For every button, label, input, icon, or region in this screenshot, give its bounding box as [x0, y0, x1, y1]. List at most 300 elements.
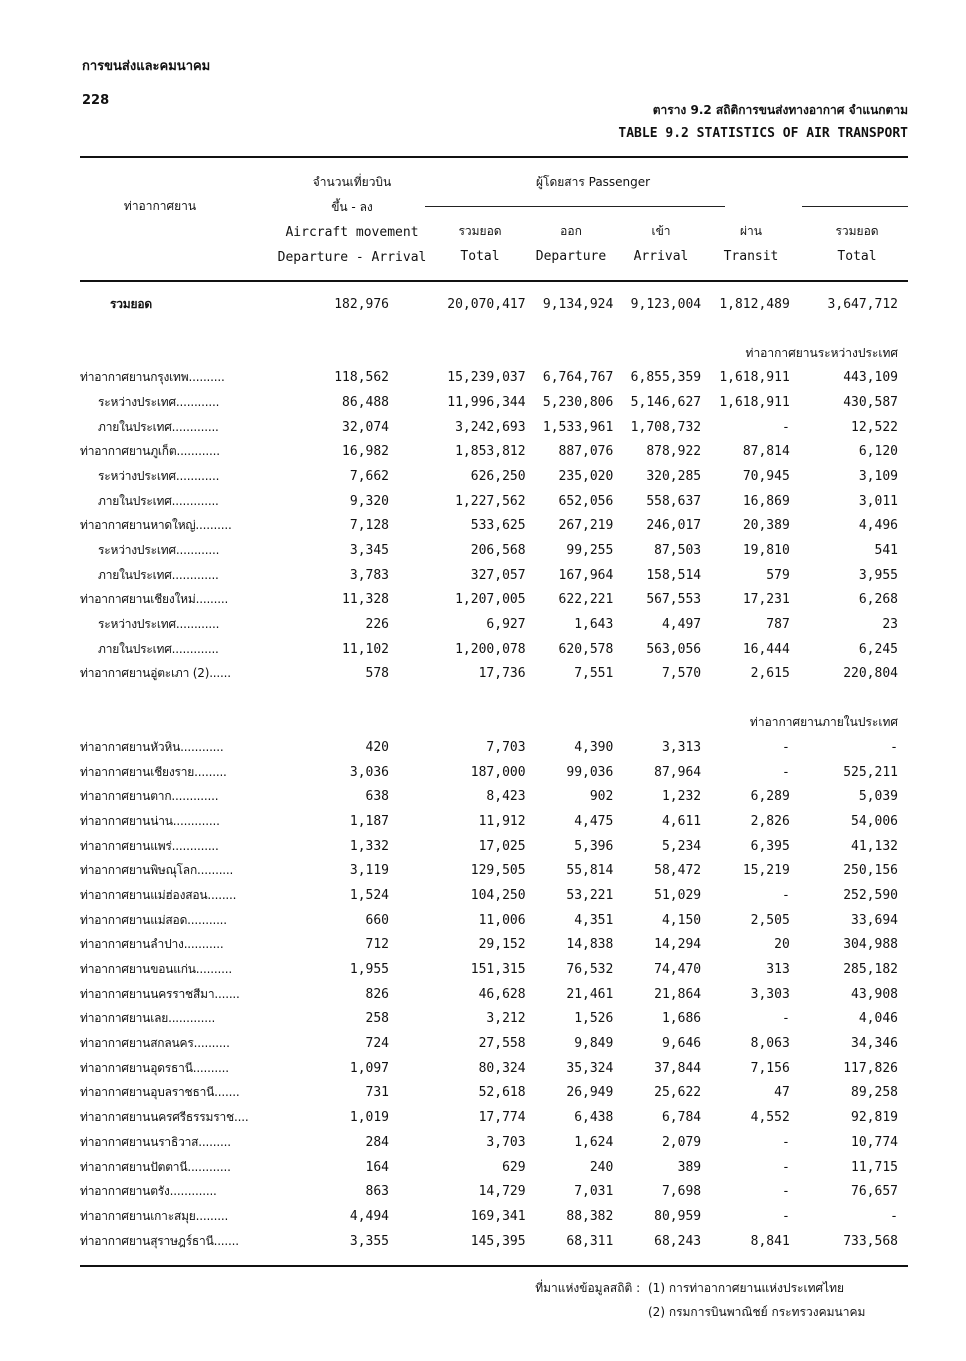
cell-departure: 4,475	[574, 813, 614, 829]
cell-total: 11,996,344	[447, 394, 526, 410]
cell-transit: 313	[766, 962, 790, 978]
cell-arrival: 51,029	[654, 887, 702, 903]
section-domestic: ท่าอากาศยานภายในประเทศ	[749, 715, 898, 730]
table-row	[80, 563, 908, 588]
cell-departure: 240	[589, 1159, 614, 1175]
row-label: ท่าอากาศยานลำปาง...........	[80, 937, 224, 952]
cell-total: 15,239,037	[447, 370, 526, 386]
cell-departure: 6,764,767	[542, 370, 614, 386]
cell-departure: 99,036	[566, 764, 614, 780]
cell-arrival: 37,844	[654, 1060, 702, 1076]
table-row	[80, 1105, 908, 1130]
passenger-subrule	[425, 206, 725, 207]
cell-total: 17,774	[478, 1110, 526, 1126]
cell-transit: 3,303	[750, 986, 790, 1002]
cell-transit: 4,552	[750, 1110, 790, 1126]
cell-movement: 284	[365, 1134, 390, 1150]
cell-transit: 1,618,911	[719, 370, 790, 386]
cell-departure: 14,838	[566, 937, 614, 953]
cell-movement: 16,982	[342, 444, 390, 460]
row-label: ท่าอากาศยานสุราษฎร์ธานี.......	[80, 1233, 239, 1248]
cell-arrival: 320,285	[646, 468, 702, 484]
cell-movement: 118,562	[334, 370, 390, 386]
table-row	[80, 933, 908, 958]
cell-total: 104,250	[470, 887, 526, 903]
row-label: ท่าอากาศยานหาดใหญ่..........	[80, 518, 232, 533]
cell-arrival: 80,959	[654, 1208, 702, 1224]
cell-departure: 902	[589, 789, 614, 805]
cell-movement: 1,097	[349, 1060, 390, 1076]
page-number: 228	[82, 93, 110, 108]
cell-transit: 8,841	[750, 1233, 790, 1249]
cell-total: 206,568	[470, 543, 526, 559]
table-row	[80, 908, 908, 933]
cell-departure: 9,134,924	[542, 296, 614, 312]
cell-departure: 620,578	[558, 641, 614, 657]
table-row	[80, 390, 908, 415]
cell-last-total: 5,039	[858, 789, 898, 805]
cell-last-total: 3,955	[858, 567, 898, 583]
cell-arrival: 4,497	[661, 617, 702, 633]
cell-departure: 235,020	[558, 468, 614, 484]
section-international: ท่าอากาศยานระหว่างประเทศ	[745, 345, 898, 360]
cell-movement: 7,662	[349, 468, 390, 484]
col-header-last-total: รวมยอด Total	[835, 224, 879, 264]
cell-total: 29,152	[478, 937, 526, 953]
cell-arrival: 4,611	[661, 813, 702, 829]
cell-transit: -	[781, 1134, 790, 1150]
cell-movement: 3,036	[349, 764, 390, 780]
cell-transit: 579	[766, 567, 790, 583]
table-row	[80, 662, 908, 687]
cell-total: 80,324	[478, 1060, 526, 1076]
cell-last-total: 92,819	[851, 1110, 898, 1126]
cell-total: 187,000	[470, 764, 526, 780]
cell-arrival: 5,146,627	[630, 394, 702, 410]
cell-transit: 1,812,489	[719, 296, 790, 312]
cell-arrival: 878,922	[646, 444, 702, 460]
source-1: (1) การท่าอากาศยานแห่งประเทศไทย	[648, 1281, 845, 1295]
cell-arrival: 9,123,004	[630, 296, 702, 312]
cell-last-total: 541	[874, 543, 898, 559]
cell-departure: 55,814	[566, 863, 614, 879]
cell-last-total: 252,590	[843, 887, 898, 903]
cell-total: 1,227,562	[455, 493, 526, 509]
cell-total: 3,242,693	[455, 419, 526, 435]
cell-last-total: 76,657	[851, 1184, 898, 1200]
cell-departure: 7,551	[574, 666, 614, 682]
table-row	[80, 1204, 908, 1229]
cell-arrival: 567,553	[646, 592, 702, 608]
cell-departure: 167,964	[558, 567, 614, 583]
row-label: ท่าอากาศยานอุดรธานี..........	[80, 1060, 229, 1075]
cell-total: 17,736	[478, 666, 526, 682]
cell-total: 533,625	[470, 518, 526, 534]
cell-transit: 20	[774, 937, 790, 953]
cell-transit: 16,444	[742, 641, 790, 657]
row-label: ท่าอากาศยานแม่สอด...........	[80, 912, 227, 927]
cell-total: 169,341	[470, 1208, 526, 1224]
cell-departure: 76,532	[566, 962, 614, 978]
table-row	[80, 1179, 908, 1204]
cell-last-total: 6,245	[858, 641, 898, 657]
cell-departure: 68,311	[566, 1233, 614, 1249]
cell-last-total: 304,988	[843, 937, 898, 953]
cell-movement: 724	[365, 1036, 390, 1052]
cell-last-total: 10,774	[851, 1134, 898, 1150]
table-row	[80, 1155, 908, 1180]
table-row	[80, 1031, 908, 1056]
cell-movement: 1,332	[349, 838, 390, 854]
table-row	[80, 439, 908, 464]
spacer	[80, 686, 908, 710]
table-row	[80, 365, 908, 390]
cell-total: 20,070,417	[447, 296, 526, 312]
cell-transit: 2,826	[750, 813, 790, 829]
row-label: ภายในประเทศ.............	[98, 419, 219, 434]
cell-total: 129,505	[470, 863, 526, 879]
row-label: ท่าอากาศยานเชียงราย.........	[80, 764, 227, 779]
cell-movement: 7,128	[349, 518, 390, 534]
table-row	[80, 809, 908, 834]
cell-arrival: 2,079	[661, 1134, 702, 1150]
table-row	[80, 1007, 908, 1032]
cell-transit: 47	[774, 1085, 790, 1101]
table-row	[80, 858, 908, 883]
row-label: ท่าอากาศยานขอนแก่น..........	[80, 962, 232, 977]
source-2: (2) กรมการบินพาณิชย์ กระทรวงคมนาคม	[648, 1305, 866, 1319]
cell-last-total: 54,006	[851, 813, 898, 829]
cell-last-total: 285,182	[843, 962, 898, 978]
cell-last-total: -	[890, 1208, 898, 1224]
cell-transit: 16,869	[742, 493, 790, 509]
cell-total: 327,057	[470, 567, 526, 583]
table-row	[80, 514, 908, 539]
table-row	[80, 612, 908, 637]
table-row	[80, 588, 908, 613]
cell-arrival: 563,056	[646, 641, 702, 657]
cell-arrival: 389	[677, 1159, 702, 1175]
cell-departure: 1,526	[574, 1011, 614, 1027]
table-row	[80, 538, 908, 563]
row-label: ท่าอากาศยานตาก.............	[80, 789, 219, 804]
cell-last-total: 443,109	[843, 370, 898, 386]
cell-departure: 622,221	[558, 592, 614, 608]
cell-arrival: 68,243	[654, 1233, 702, 1249]
cell-movement: 3,119	[349, 863, 390, 879]
cell-departure: 9,849	[574, 1036, 614, 1052]
cell-arrival: 87,503	[654, 543, 702, 559]
cell-last-total: 4,496	[858, 518, 898, 534]
cell-arrival: 74,470	[654, 962, 702, 978]
cell-arrival: 1,686	[661, 1011, 702, 1027]
row-label: ท่าอากาศยานเกาะสมุย.........	[80, 1208, 229, 1223]
cell-movement: 4,494	[349, 1208, 390, 1224]
row-label: ท่าอากาศยานปัตตานี............	[80, 1159, 231, 1174]
cell-total: 7,703	[486, 739, 526, 755]
cell-arrival: 1,232	[661, 789, 702, 805]
cell-transit: 17,231	[742, 592, 790, 608]
col-header-movement: จำนวนเที่ยวบิน ขึ้น - ลง Aircraft movement Departure - Arrival	[277, 175, 427, 265]
cell-last-total: 733,568	[843, 1233, 898, 1249]
cell-last-total: 3,011	[858, 493, 898, 509]
cell-departure: 6,438	[574, 1110, 614, 1126]
cell-transit: 20,389	[742, 518, 790, 534]
row-label: ท่าอากาศยานนครราชสีมา.......	[80, 986, 240, 1001]
cell-arrival: 246,017	[646, 518, 702, 534]
cell-movement: 1,524	[349, 887, 390, 903]
cell-movement: 1,955	[349, 962, 390, 978]
cell-movement: 731	[365, 1085, 390, 1101]
cell-total: 1,200,078	[455, 641, 526, 657]
table-row	[80, 982, 908, 1007]
cell-total: 52,618	[478, 1085, 526, 1101]
cell-transit: 7,156	[750, 1060, 790, 1076]
table-row	[80, 464, 908, 489]
cell-movement: 32,074	[342, 419, 390, 435]
cell-last-total: 89,258	[851, 1085, 898, 1101]
row-label: ท่าอากาศยานนราธิวาส.........	[80, 1134, 231, 1149]
cell-arrival: 87,964	[654, 764, 702, 780]
cell-arrival: 6,784	[661, 1110, 702, 1126]
cell-last-total: 220,804	[843, 666, 898, 682]
cell-departure: 88,382	[566, 1208, 614, 1224]
table-title	[618, 98, 908, 146]
cell-movement: 638	[365, 789, 390, 805]
cell-departure: 1,643	[574, 617, 614, 633]
cell-transit: -	[781, 1184, 790, 1200]
cell-total: 27,558	[478, 1036, 526, 1052]
row-label: ท่าอากาศยานเลย.............	[80, 1011, 216, 1026]
cell-movement: 3,783	[349, 567, 390, 583]
cell-transit: 787	[766, 617, 790, 633]
cell-movement: 9,320	[349, 493, 390, 509]
cell-departure: 5,230,806	[542, 394, 614, 410]
page-header	[82, 50, 210, 118]
cell-total: 1,207,005	[455, 592, 526, 608]
table-row	[80, 760, 908, 785]
cell-departure: 4,390	[574, 739, 614, 755]
cell-arrival: 558,637	[646, 493, 702, 509]
table-body	[80, 292, 908, 1253]
cell-movement: 420	[365, 739, 390, 755]
row-label: ระหว่างประเทศ............	[98, 394, 220, 409]
cell-total: 17,025	[478, 838, 526, 854]
cell-last-total: 3,647,712	[827, 296, 898, 312]
cell-last-total: 23	[882, 617, 898, 633]
cell-transit: 2,615	[750, 666, 790, 682]
spacer	[80, 317, 908, 341]
row-label: ภายในประเทศ.............	[98, 567, 219, 582]
cell-transit: 70,945	[742, 468, 790, 484]
col-header-airport: ท่าอากาศยาน	[123, 199, 197, 213]
header-top-rule	[80, 156, 908, 158]
cell-last-total: 430,587	[843, 394, 898, 410]
cell-last-total: 33,694	[851, 912, 898, 928]
cell-departure: 267,219	[558, 518, 614, 534]
cell-total: 3,212	[486, 1011, 526, 1027]
row-label: ระหว่างประเทศ............	[98, 543, 220, 558]
cell-transit: -	[781, 1208, 790, 1224]
cell-total: 11,912	[478, 813, 526, 829]
row-label: ท่าอากาศยานภูเก็ต............	[80, 444, 220, 459]
cell-departure: 1,533,961	[542, 419, 614, 435]
cell-last-total: 12,522	[851, 419, 898, 435]
cell-total: 8,423	[486, 789, 526, 805]
cell-departure: 21,461	[566, 986, 614, 1002]
table-row	[80, 637, 908, 662]
cell-transit: 15,219	[742, 863, 790, 879]
col-header-passenger-group: ผู้โดยสาร Passenger	[536, 175, 651, 189]
row-label: ท่าอากาศยานอู่ตะเภา (2)......	[80, 666, 231, 681]
cell-movement: 3,345	[349, 543, 390, 559]
row-label: ระหว่างประเทศ............	[98, 617, 220, 632]
row-label: ท่าอากาศยานน่าน.............	[80, 813, 220, 828]
cell-movement: 226	[365, 617, 390, 633]
table-row	[80, 957, 908, 982]
table-row	[80, 1229, 908, 1254]
cell-arrival: 4,150	[661, 912, 702, 928]
table-row	[80, 735, 908, 760]
cell-movement: 1,019	[349, 1110, 390, 1126]
total-subrule	[802, 206, 908, 207]
table-bottom-rule	[80, 1265, 908, 1267]
cell-movement: 3,355	[349, 1233, 390, 1249]
table-row	[80, 1056, 908, 1081]
cell-total: 11,006	[478, 912, 526, 928]
cell-total: 6,927	[486, 617, 526, 633]
cell-movement: 258	[365, 1011, 390, 1027]
cell-departure: 7,031	[574, 1184, 614, 1200]
cell-transit: 1,618,911	[719, 394, 790, 410]
cell-arrival: 7,698	[661, 1184, 702, 1200]
row-label: ท่าอากาศยานนครศรีธรรมราช....	[80, 1110, 249, 1125]
cell-transit: -	[781, 739, 790, 755]
cell-last-total: 117,826	[843, 1060, 898, 1076]
cell-arrival: 1,708,732	[630, 419, 702, 435]
cell-movement: 826	[365, 986, 390, 1002]
cell-departure: 1,624	[574, 1134, 614, 1150]
cell-transit: 19,810	[742, 543, 790, 559]
table-row	[80, 415, 908, 440]
cell-departure: 99,255	[566, 543, 614, 559]
cell-total: 145,395	[470, 1233, 526, 1249]
row-label: ภายในประเทศ.............	[98, 493, 219, 508]
table-row	[80, 834, 908, 859]
cell-transit: -	[781, 1011, 790, 1027]
cell-total: 1,853,812	[455, 444, 526, 460]
table-row	[80, 489, 908, 514]
cell-departure: 4,351	[574, 912, 614, 928]
source-label: ที่มาแห่งข้อมูลสถิติ :	[535, 1281, 641, 1295]
cell-last-total: 4,046	[858, 1011, 898, 1027]
cell-last-total: 250,156	[843, 863, 898, 879]
row-label: ท่าอากาศยานสกลนคร..........	[80, 1036, 230, 1051]
chapter-title: การขนส่งและคมนาคม	[82, 59, 211, 74]
total-row	[80, 292, 908, 317]
row-label: ท่าอากาศยานอุบลราชธานี.......	[80, 1085, 240, 1100]
row-label: รวมยอด	[110, 296, 152, 311]
cell-departure: 5,396	[574, 838, 614, 854]
cell-transit: 2,505	[750, 912, 790, 928]
table-title-english: TABLE 9.2 STATISTICS OF AIR TRANSPORT	[618, 126, 908, 141]
col-header-total: รวมยอด Total	[458, 224, 502, 264]
cell-total: 46,628	[478, 986, 526, 1002]
air-transport-table	[80, 292, 908, 1253]
cell-last-total: 43,908	[851, 986, 898, 1002]
row-label: ท่าอากาศยานแพร่.............	[80, 838, 219, 853]
header-bottom-rule	[80, 280, 908, 282]
source-footer	[535, 1276, 908, 1324]
cell-last-total: -	[890, 739, 898, 755]
row-label: ภายในประเทศ.............	[98, 641, 219, 656]
cell-arrival: 3,313	[661, 739, 702, 755]
cell-arrival: 6,855,359	[630, 370, 702, 386]
cell-total: 3,703	[486, 1134, 526, 1150]
row-label: ท่าอากาศยานตรัง.............	[80, 1184, 217, 1199]
cell-last-total: 6,120	[858, 444, 898, 460]
cell-transit: 6,289	[750, 789, 790, 805]
cell-arrival: 58,472	[654, 863, 702, 879]
cell-departure: 53,221	[566, 887, 614, 903]
cell-arrival: 5,234	[661, 838, 702, 854]
cell-transit: -	[781, 764, 790, 780]
cell-movement: 578	[365, 666, 390, 682]
row-label: ท่าอากาศยานแม่ฮ่องสอน........	[80, 887, 237, 902]
cell-movement: 712	[365, 937, 390, 953]
row-label: ท่าอากาศยานกรุงเทพ..........	[80, 370, 225, 385]
cell-transit: 8,063	[750, 1036, 790, 1052]
cell-transit: -	[781, 1159, 790, 1175]
cell-movement: 11,102	[342, 641, 390, 657]
cell-departure: 26,949	[566, 1085, 614, 1101]
cell-arrival: 158,514	[646, 567, 702, 583]
cell-last-total: 11,715	[851, 1159, 898, 1175]
cell-movement: 182,976	[334, 296, 390, 312]
cell-movement: 660	[365, 912, 390, 928]
table-row	[80, 1130, 908, 1155]
cell-departure: 887,076	[558, 444, 614, 460]
cell-arrival: 7,570	[661, 666, 702, 682]
row-label: ท่าอากาศยานพิษณุโลก..........	[80, 863, 234, 878]
table-row	[80, 784, 908, 809]
cell-transit: 87,814	[742, 444, 790, 460]
table-row	[80, 1081, 908, 1106]
cell-total: 151,315	[470, 962, 526, 978]
cell-last-total: 34,346	[851, 1036, 898, 1052]
col-header-departure: ออก Departure	[535, 224, 607, 264]
cell-movement: 11,328	[342, 592, 390, 608]
cell-movement: 164	[365, 1159, 390, 1175]
cell-total: 14,729	[478, 1184, 526, 1200]
table-title-thai: ตาราง 9.2 สถิติการขนส่งทางอากาศ จำแนกตาม	[652, 103, 908, 117]
cell-arrival: 25,622	[654, 1085, 702, 1101]
col-header-arrival: เข้า Arrival	[633, 224, 689, 264]
table-row	[80, 883, 908, 908]
cell-movement: 1,187	[349, 813, 390, 829]
cell-arrival: 9,646	[661, 1036, 702, 1052]
cell-transit: 6,395	[750, 838, 790, 854]
row-label: ท่าอากาศยานเชียงใหม่.........	[80, 592, 229, 607]
cell-departure: 652,056	[558, 493, 614, 509]
cell-movement: 863	[365, 1184, 390, 1200]
cell-arrival: 14,294	[654, 937, 702, 953]
cell-last-total: 525,211	[843, 764, 898, 780]
cell-last-total: 3,109	[858, 468, 898, 484]
cell-last-total: 6,268	[858, 592, 898, 608]
cell-departure: 35,324	[566, 1060, 614, 1076]
cell-transit: -	[781, 419, 790, 435]
